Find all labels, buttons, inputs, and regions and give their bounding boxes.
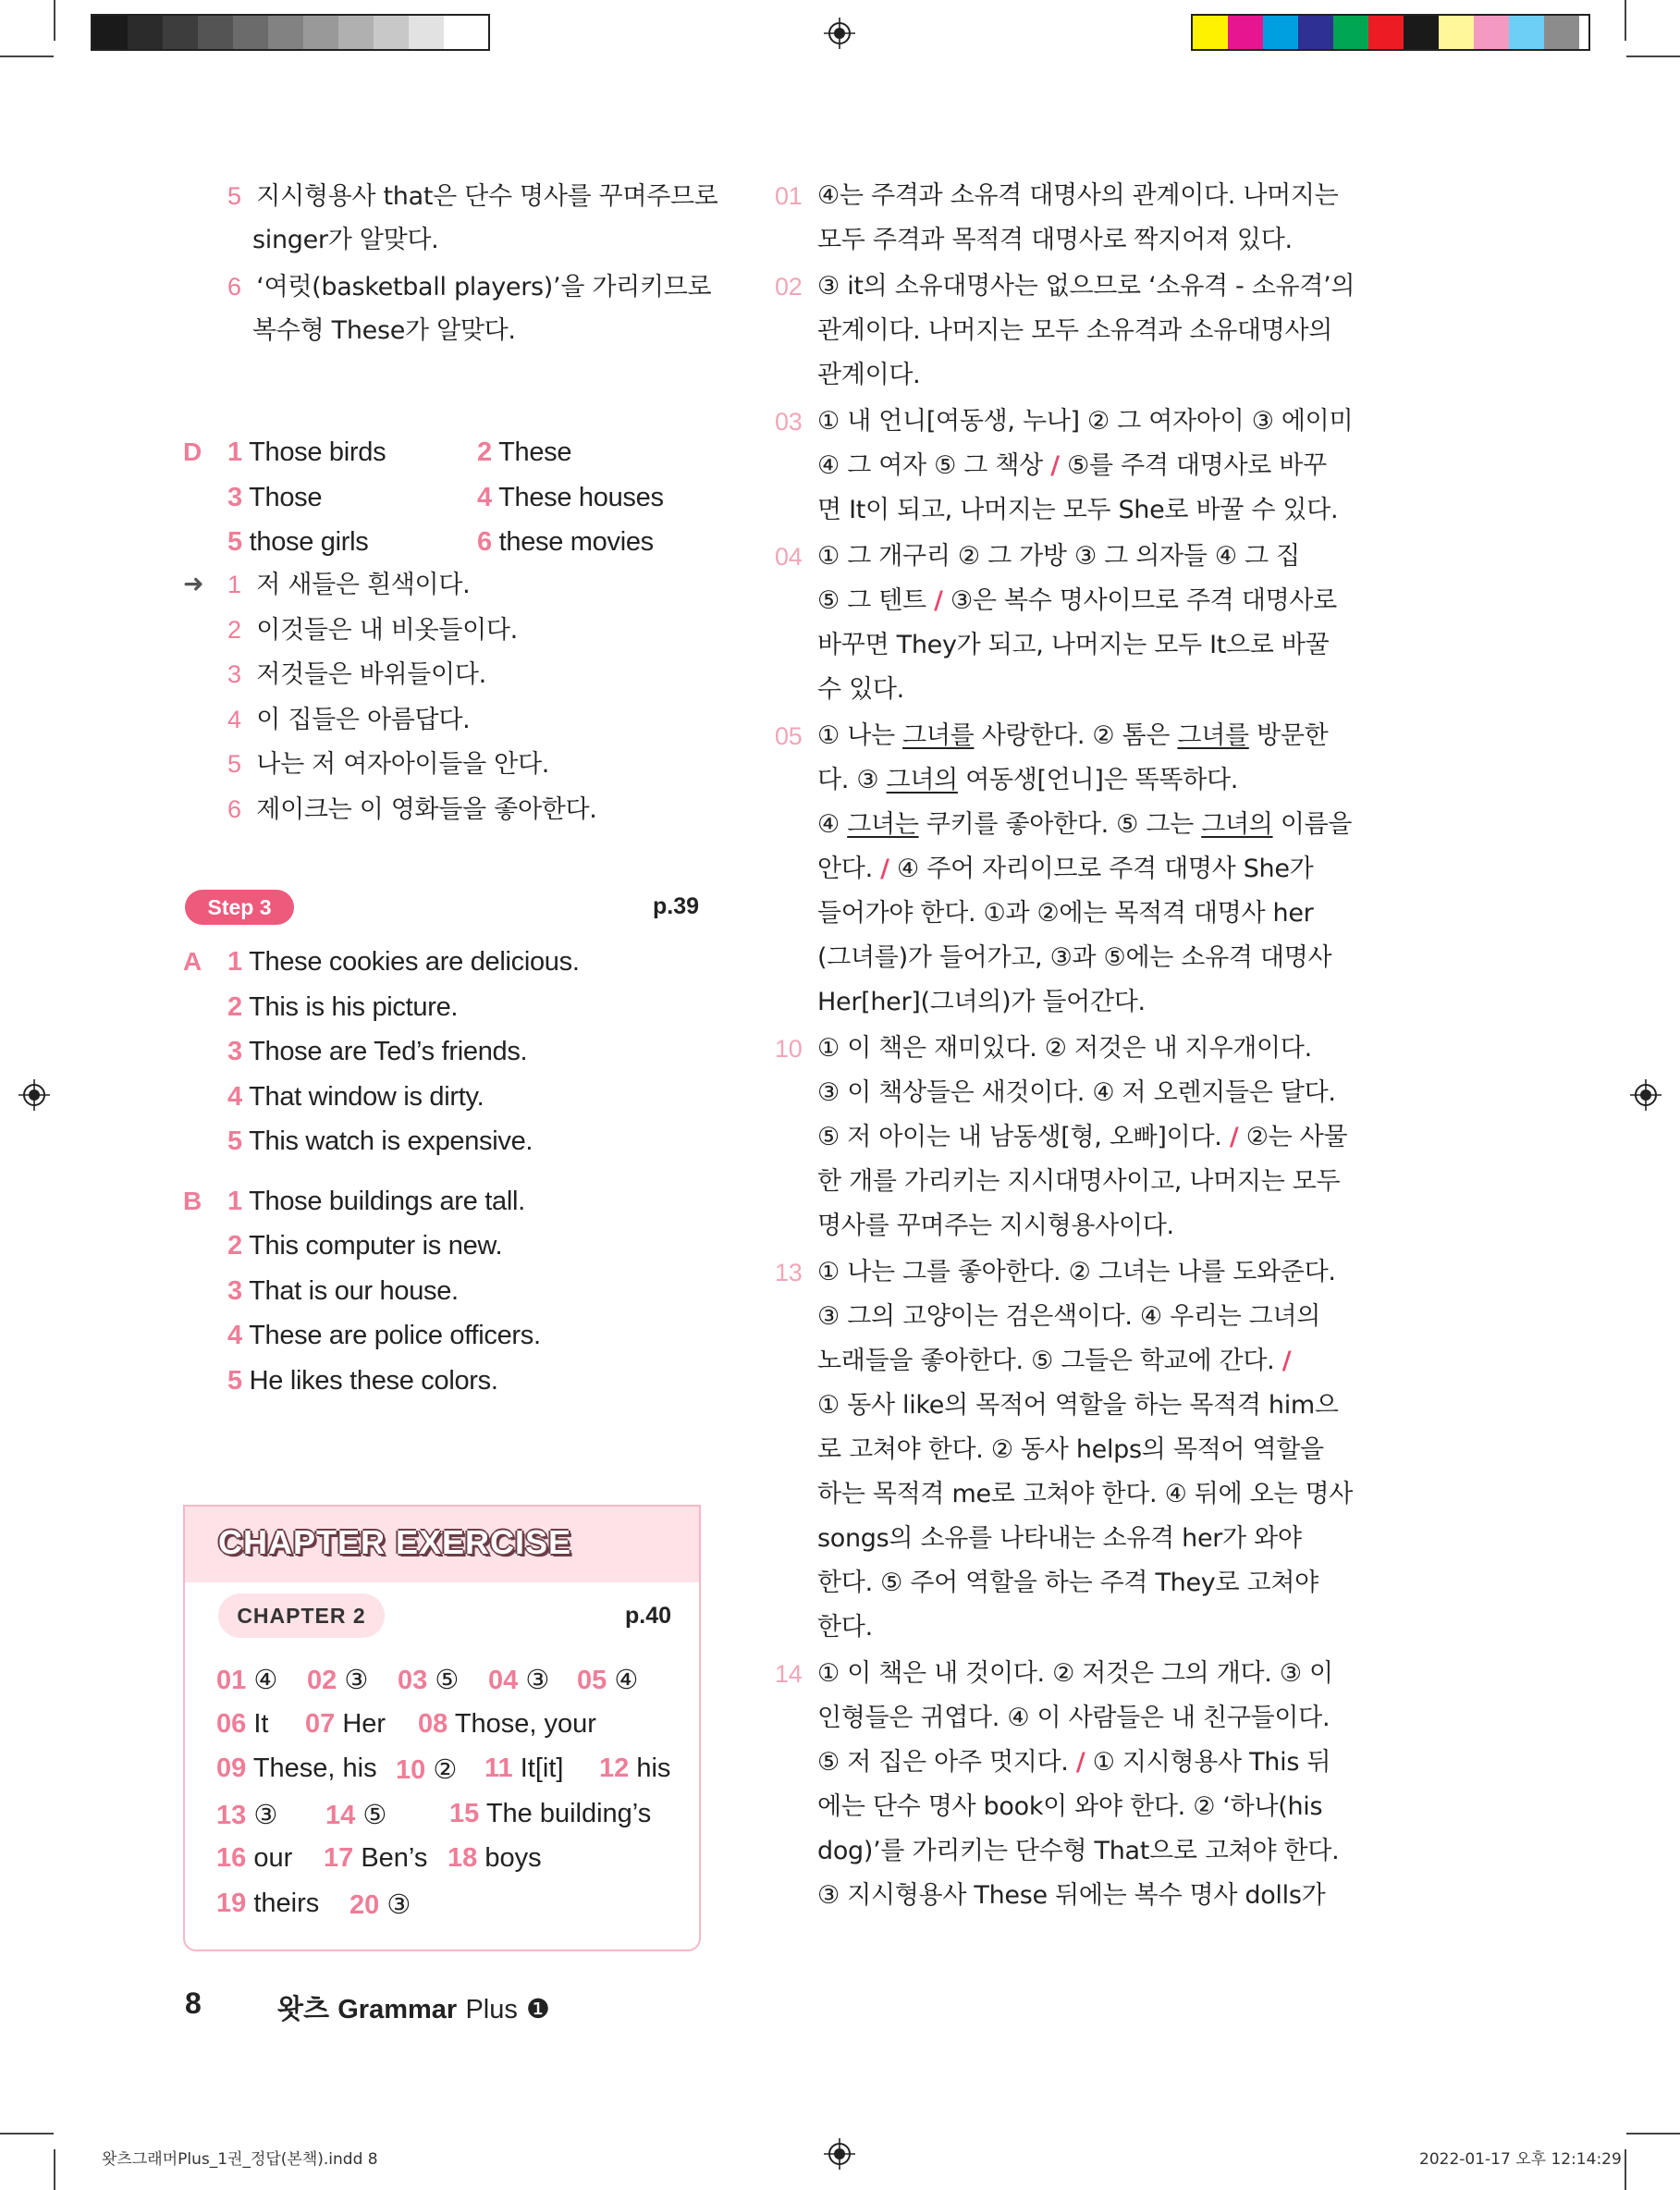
registration-mark-icon <box>824 18 855 49</box>
exercise-answer: 03 ⑤ <box>398 1666 460 1695</box>
explanation-line: 면 It이 되고, 나머지는 모두 She로 바꿀 수 있다. <box>817 496 1339 524</box>
explanation-line: ① 그 개구리 ② 그 가방 ③ 그 의자들 ④ 그 집 <box>817 542 1300 571</box>
grayscale-color-bar <box>91 14 490 51</box>
book-title: 왓츠 Grammar Plus ❶ <box>277 1993 551 2024</box>
answer-item: 4 These are police officers. <box>227 1321 541 1350</box>
crop-mark <box>54 0 55 41</box>
color-swatch <box>1544 16 1579 49</box>
crop-mark <box>1626 2133 1680 2135</box>
exercise-answer: 14 ⑤ <box>325 1801 387 1830</box>
explanation-line: 인형들은 귀엽다. ④ 이 사람들은 내 친구들이다. <box>817 1704 1331 1732</box>
explanation-line: ③ 지시형용사 These 뒤에는 복수 명사 dolls가 <box>817 1881 1326 1910</box>
exercise-answer: 20 ③ <box>349 1890 411 1920</box>
exercise-answer: 16 our <box>216 1843 293 1873</box>
exercise-answer: 08 Those, your <box>418 1709 596 1739</box>
explanation-line: ⑤ 저 집은 아주 멋지다. / ① 지시형용사 This 뒤 <box>817 1748 1331 1777</box>
crop-mark <box>1626 55 1680 57</box>
exercise-answer: 13 ③ <box>216 1801 278 1830</box>
explanation-line: dog)’를 가리키는 단수형 That으로 고쳐야 한다. <box>817 1837 1340 1865</box>
explanation-line: 모두 주격과 목적격 대명사로 짝지어져 있다. <box>817 226 1293 254</box>
exercise-answer: 06 It <box>216 1709 269 1739</box>
question-number: 02 <box>775 273 803 301</box>
answer-item: 4 These houses <box>477 483 664 512</box>
explanation-line: ① 나는 그녀를 사랑한다. ② 톰은 그녀를 방문한 <box>817 721 1329 750</box>
answer-item: 6 these movies <box>477 527 654 557</box>
page-reference: p.39 <box>653 893 700 919</box>
exercise-answer: 11 It[it] <box>484 1753 564 1783</box>
question-number: 01 <box>775 182 803 210</box>
explanation-line: 다. ③ 그녀의 여동생[언니]은 똑똑하다. <box>817 766 1239 794</box>
answer-item: 5 those girls <box>227 527 369 557</box>
process-color-bar <box>1191 14 1590 51</box>
question-number: 10 <box>775 1035 803 1063</box>
chapter-exercise-box <box>183 1505 701 1951</box>
explanation-line: 로 고쳐야 한다. ② 동사 helps의 목적어 역할을 <box>817 1435 1324 1464</box>
color-swatch <box>163 16 198 49</box>
question-number: 04 <box>775 543 803 571</box>
explanation-line: 한다. ⑤ 주어 역할을 하는 주격 They로 고쳐야 <box>817 1569 1318 1597</box>
crop-mark <box>1625 2149 1626 2190</box>
answer-item: 2 This is his picture. <box>227 992 459 1022</box>
color-swatch <box>1263 16 1298 49</box>
explanation-line: 하는 목적격 me로 고쳐야 한다. ④ 뒤에 오는 명사 <box>817 1480 1354 1508</box>
answer-item: 1 These cookies are delicious. <box>227 947 580 977</box>
explanation-line: (그녀를)가 들어가고, ③과 ⑤에는 소유격 대명사 <box>817 943 1332 972</box>
explanation-line: singer가 알맞다. <box>252 226 439 254</box>
answer-item: 2 These <box>477 437 572 467</box>
answer-item: 3 Those <box>227 483 323 512</box>
section-letter-b: B <box>183 1187 202 1215</box>
explanation-line: 복수형 These가 알맞다. <box>252 316 516 345</box>
explanation-line: 들어가야 한다. ①과 ②에는 목적격 대명사 her <box>817 899 1314 928</box>
explanation-line: 바꾸면 They가 되고, 나머지는 모두 It으로 바꿀 <box>817 631 1330 659</box>
explanation-line: 노래들을 좋아한다. ⑤ 그들은 학교에 간다. / <box>817 1347 1292 1375</box>
explanation-line: 안다. / ④ 주어 자리이므로 주격 대명사 She가 <box>817 855 1314 883</box>
question-number: 05 <box>775 722 803 750</box>
step-badge: Step 3 <box>185 890 294 925</box>
color-swatch <box>374 16 409 49</box>
color-swatch <box>1368 16 1404 49</box>
color-swatch <box>268 16 303 49</box>
answer-item: 3 That is our house. <box>227 1276 459 1306</box>
color-swatch <box>1439 16 1474 49</box>
registration-mark-icon <box>1630 1079 1662 1111</box>
explanation-line: 에는 단수 명사 book이 와야 한다. ② ‘하나(his <box>817 1792 1323 1821</box>
exercise-answer: 09 These, his <box>216 1753 377 1783</box>
explanation-line: ① 내 언니[여동생, 누나] ② 그 여자아이 ③ 에이미 <box>817 407 1354 436</box>
crop-mark <box>54 2149 55 2190</box>
question-number: 14 <box>775 1660 803 1688</box>
exercise-answer: 17 Ben’s <box>324 1843 428 1873</box>
color-swatch <box>444 16 479 49</box>
color-swatch <box>1333 16 1368 49</box>
exercise-answer: 02 ③ <box>307 1666 369 1695</box>
color-swatch <box>303 16 338 49</box>
translation-line: 3 저것들은 바위들이다. <box>227 660 486 689</box>
explanation-line: Her[her](그녀의)가 들어간다. <box>817 988 1146 1016</box>
explanation-line: 5 지시형용사 that은 단수 명사를 꾸며주므로 <box>227 182 718 211</box>
section-letter-d: D <box>183 437 202 466</box>
chapter-tab: CHAPTER 2 <box>218 1593 385 1638</box>
exercise-answer: 05 ④ <box>577 1666 639 1695</box>
color-swatch <box>92 16 128 49</box>
exercise-answer: 12 his <box>599 1753 671 1783</box>
exercise-answer: 15 The building’s <box>449 1799 652 1828</box>
chapter-exercise-header <box>185 1507 699 1582</box>
explanation-line: ④는 주격과 소유격 대명사의 관계이다. 나머지는 <box>817 181 1339 210</box>
exercise-answer: 04 ③ <box>488 1666 550 1695</box>
page-number: 8 <box>185 1987 202 2020</box>
answer-item: 1 Those buildings are tall. <box>227 1187 525 1216</box>
translation-line: 1 저 새들은 흰색이다. <box>227 571 471 599</box>
color-swatch <box>409 16 444 49</box>
answer-item: 3 Those are Ted’s friends. <box>227 1037 528 1066</box>
translation-line: 5 나는 저 여자아이들을 안다. <box>227 750 550 779</box>
exercise-answer: 19 theirs <box>216 1889 320 1918</box>
print-datetime: 2022-01-17 오후 12:14:29 <box>1419 2150 1622 2169</box>
explanation-line: ① 나는 그를 좋아한다. ② 그녀는 나를 도와준다. <box>817 1258 1336 1286</box>
exercise-answer: 07 Her <box>305 1709 386 1739</box>
color-swatch <box>1298 16 1333 49</box>
color-swatch <box>1474 16 1509 49</box>
explanation-line: ① 이 책은 내 것이다. ② 저것은 그의 개다. ③ 이 <box>817 1659 1333 1688</box>
explanation-line: ③ 이 책상들은 새것이다. ④ 저 오렌지들은 달다. <box>817 1078 1336 1107</box>
explanation-line: 관계이다. 나머지는 모두 소유격과 소유대명사의 <box>817 316 1333 345</box>
registration-mark-icon <box>18 1079 50 1111</box>
translation-line: 4 이 집들은 아름답다. <box>227 706 471 734</box>
exercise-answer: 10 ② <box>396 1755 458 1785</box>
explanation-line: songs의 소유를 나타내는 소유격 her가 와야 <box>817 1524 1302 1553</box>
arrow-icon: ➜ <box>183 570 204 598</box>
crop-mark <box>0 2133 54 2135</box>
color-swatch <box>1404 16 1439 49</box>
color-swatch <box>128 16 163 49</box>
exercise-answer: 18 boys <box>448 1843 542 1873</box>
answer-item: 4 That window is dirty. <box>227 1082 484 1112</box>
explanation-line: 명사를 꾸며주는 지시형용사이다. <box>817 1212 1174 1240</box>
explanation-line: ④ 그 여자 ⑤ 그 책상 / ⑤를 주격 대명사로 바꾸 <box>817 451 1327 480</box>
explanation-line: 한다. <box>817 1613 873 1642</box>
file-name: 왓츠그래머Plus_1권_정답(본책).indd 8 <box>102 2150 378 2169</box>
color-swatch <box>1509 16 1544 49</box>
page-reference: p.40 <box>625 1603 672 1629</box>
color-swatch <box>233 16 268 49</box>
color-swatch <box>1193 16 1228 49</box>
chapter-exercise-title: CHAPTER EXERCISE <box>218 1523 572 1561</box>
section-letter-a: A <box>183 947 202 976</box>
color-swatch <box>198 16 233 49</box>
explanation-line: ③ 그의 고양이는 검은색이다. ④ 우리는 그녀의 <box>817 1302 1321 1331</box>
translation-line: 6 제이크는 이 영화들을 좋아한다. <box>227 795 597 824</box>
explanation-line: ③ it의 소유대명사는 없으므로 ‘소유격 - 소유격’의 <box>817 272 1355 301</box>
explanation-line: ⑤ 저 아이는 내 남동생[형, 오빠]이다. / ②는 사물 <box>817 1123 1348 1151</box>
registration-mark-icon <box>824 2138 855 2170</box>
answer-item: 5 This watch is expensive. <box>227 1126 533 1156</box>
explanation-line: ⑤ 그 텐트 / ③은 복수 명사이므로 주격 대명사로 <box>817 586 1337 615</box>
answer-item: 1 Those birds <box>227 437 386 467</box>
exercise-answer: 01 ④ <box>216 1666 278 1695</box>
answer-item: 5 He likes these colors. <box>227 1366 498 1396</box>
color-swatch <box>338 16 374 49</box>
explanation-line: 관계이다. <box>817 361 921 389</box>
question-number: 13 <box>775 1259 803 1286</box>
explanation-line: ① 동사 like의 목적어 역할을 하는 목적격 him으 <box>817 1391 1339 1420</box>
explanation-line: 6 ‘여럿(basketball players)’을 가리키므로 <box>227 273 712 301</box>
explanation-line: 한 개를 가리키는 지시대명사이고, 나머지는 모두 <box>817 1167 1341 1196</box>
color-swatch <box>1228 16 1263 49</box>
question-number: 03 <box>775 408 803 436</box>
explanation-line: 수 있다. <box>817 675 904 704</box>
answer-item: 2 This computer is new. <box>227 1231 503 1261</box>
explanation-line: ④ 그녀는 쿠키를 좋아한다. ⑤ 그는 그녀의 이름을 <box>817 810 1353 839</box>
translation-line: 2 이것들은 내 비옷들이다. <box>227 616 518 645</box>
crop-mark <box>1625 0 1626 41</box>
explanation-line: ① 이 책은 재미있다. ② 저것은 내 지우개이다. <box>817 1034 1312 1063</box>
crop-mark <box>0 55 54 57</box>
